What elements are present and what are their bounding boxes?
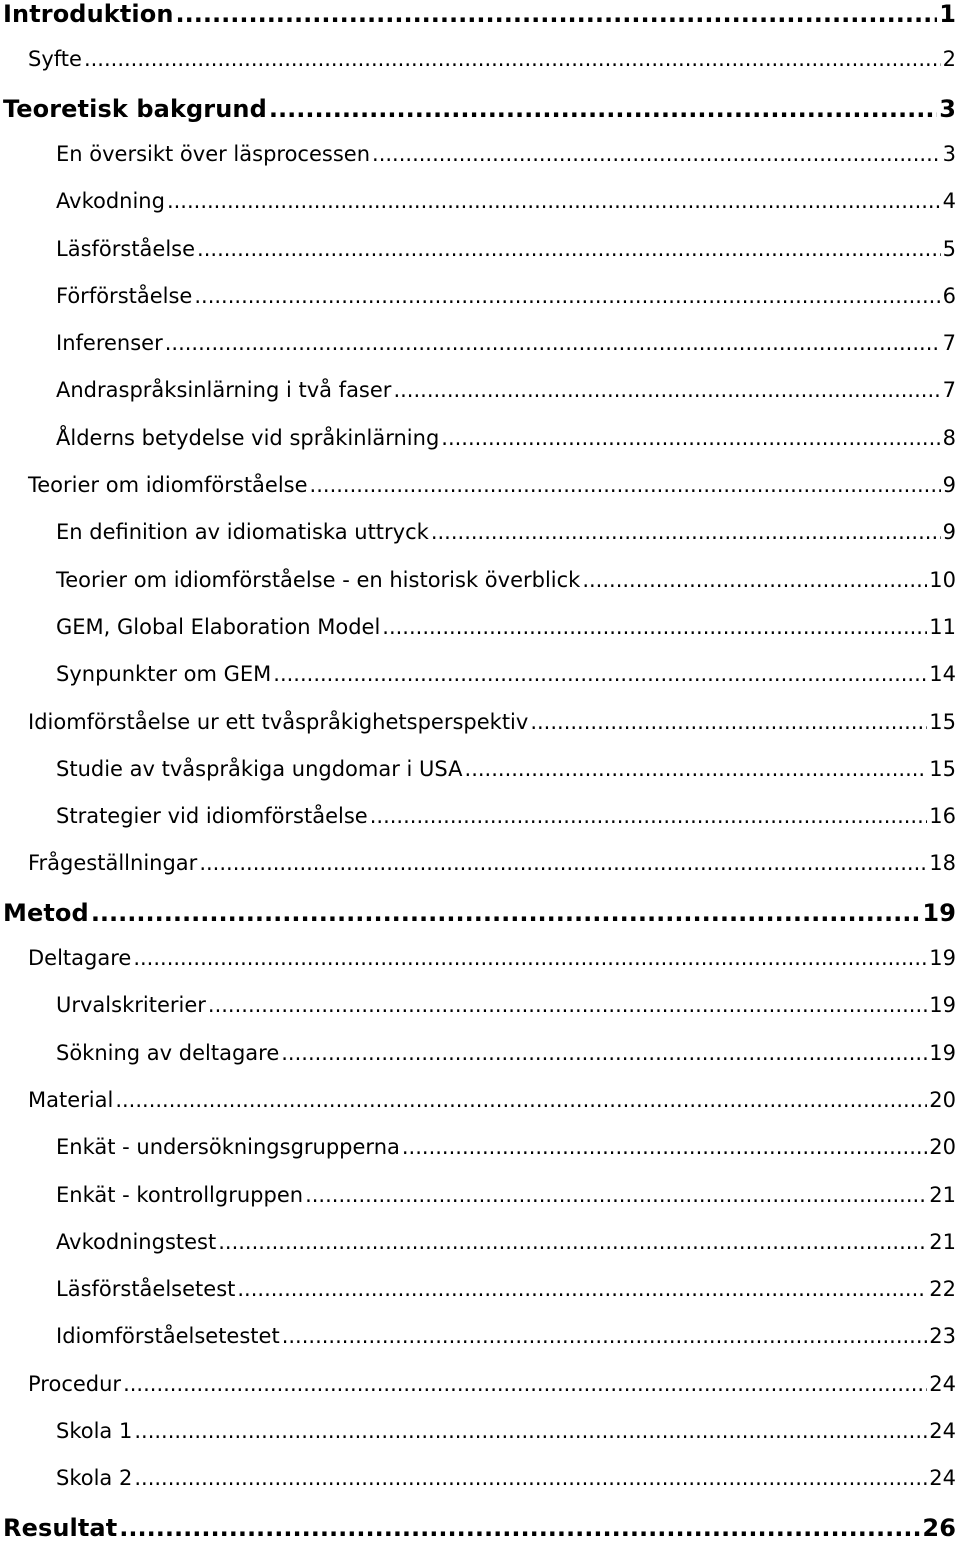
- toc-entry-title: Resultat: [3, 1513, 118, 1542]
- toc-entry[interactable]: [0, 95, 960, 125]
- toc-entry[interactable]: [0, 378, 960, 408]
- toc-entry-page-number: 26: [922, 1513, 956, 1542]
- toc-entry-page-number: 23: [929, 1324, 956, 1349]
- toc-entry[interactable]: [0, 0, 960, 30]
- toc-entry[interactable]: [0, 1135, 960, 1165]
- toc-entry-page-number: 3: [939, 94, 956, 123]
- toc-entry[interactable]: [0, 1324, 960, 1354]
- toc-entry-title: Syfte: [28, 47, 82, 72]
- toc-leader-dots: [465, 757, 928, 781]
- toc-entry[interactable]: [0, 1230, 960, 1260]
- toc-leader-dots: [165, 331, 941, 355]
- toc-entry-page-number: 7: [942, 331, 956, 356]
- toc-entry-page-number: 6: [942, 283, 956, 308]
- toc-leader-dots: [269, 95, 937, 123]
- toc-entry[interactable]: [0, 946, 960, 976]
- toc-entry[interactable]: [0, 757, 960, 787]
- toc-entry-title: Deltagare: [28, 946, 132, 970]
- toc-entry-title: Förförståelse: [56, 283, 193, 308]
- toc-entry-page-number: 22: [929, 1277, 956, 1302]
- toc-entry-page-number: 15: [929, 756, 956, 781]
- toc-entry-title: Ålderns betydelse vid språkinlärning: [56, 425, 440, 450]
- toc-entry-page-number: 2: [942, 47, 956, 72]
- toc-entry-title: Läsförståelsetest: [56, 1277, 236, 1302]
- toc-entry[interactable]: [0, 473, 960, 503]
- toc-entry-page-number: 19: [929, 946, 956, 970]
- toc-leader-dots: [530, 710, 927, 734]
- toc-entry-title: Inferenser: [56, 331, 163, 356]
- toc-entry[interactable]: [0, 993, 960, 1023]
- toc-entry[interactable]: [0, 237, 960, 267]
- toc-leader-dots: [133, 946, 927, 970]
- toc-leader-dots: [382, 615, 927, 639]
- toc-entry-page-number: 21: [929, 1229, 956, 1254]
- toc-entry[interactable]: [0, 615, 960, 645]
- toc-leader-dots: [194, 284, 940, 308]
- toc-leader-dots: [123, 1372, 927, 1396]
- toc-leader-dots: [134, 1466, 927, 1490]
- toc-leader-dots: [441, 426, 940, 450]
- toc-entry-page-number: 9: [942, 473, 956, 497]
- toc-entry[interactable]: [0, 804, 960, 834]
- toc-entry-page-number: 3: [942, 141, 956, 166]
- toc-leader-dots: [402, 1135, 927, 1159]
- toc-entry-title: GEM, Global Elaboration Model: [56, 614, 381, 639]
- toc-leader-dots: [310, 473, 941, 497]
- toc-entry-page-number: 7: [942, 378, 956, 403]
- toc-entry[interactable]: [0, 47, 960, 77]
- toc-leader-dots: [431, 520, 941, 544]
- toc-leader-dots: [197, 237, 941, 261]
- toc-entry-page-number: 24: [929, 1371, 956, 1396]
- toc-leader-dots: [372, 142, 941, 166]
- toc-entry-page-number: 4: [942, 189, 956, 214]
- toc-entry-page-number: 11: [929, 614, 956, 639]
- toc-entry-title: Frågeställningar: [28, 851, 198, 876]
- toc-entry[interactable]: [0, 284, 960, 314]
- toc-entry[interactable]: [0, 662, 960, 692]
- toc-entry-title: Procedur: [28, 1371, 122, 1396]
- toc-entry-title: Metod: [3, 898, 89, 927]
- toc-entry-title: Material: [28, 1087, 114, 1112]
- toc-leader-dots: [115, 1088, 927, 1112]
- toc-leader-dots: [393, 378, 940, 402]
- toc-entry-page-number: 19: [929, 993, 956, 1018]
- toc-leader-dots: [218, 1230, 927, 1254]
- toc-entry-page-number: 14: [929, 662, 956, 687]
- toc-entry-title: Teorier om idiomförståelse: [28, 473, 308, 497]
- toc-entry-page-number: 24: [929, 1419, 956, 1443]
- toc-entry-title: Synpunkter om GEM: [56, 662, 272, 687]
- toc-entry[interactable]: [0, 1466, 960, 1496]
- toc-entry-title: Skola 1: [56, 1419, 133, 1443]
- toc-entry-title: Teorier om idiomförståelse - en historisk överblick: [56, 567, 581, 592]
- toc-entry-title: Sökning av deltagare: [56, 1040, 280, 1065]
- toc-leader-dots: [370, 804, 928, 828]
- toc-leader-dots: [582, 568, 927, 592]
- toc-leader-dots: [281, 1041, 927, 1065]
- toc-entry[interactable]: [0, 142, 960, 172]
- toc-entry-page-number: 18: [929, 851, 956, 876]
- toc-leader-dots: [91, 899, 921, 927]
- toc-entry-page-number: 19: [922, 898, 956, 927]
- toc-entry-title: Enkät - kontrollgruppen: [56, 1182, 304, 1207]
- toc-entry-title: Andraspråksinlärning i två faser: [56, 378, 392, 403]
- toc-entry-page-number: 5: [942, 236, 956, 261]
- toc-leader-dots: [282, 1324, 928, 1348]
- toc-entry-page-number: 15: [929, 709, 956, 734]
- toc-entry-page-number: 16: [929, 804, 956, 829]
- toc-entry[interactable]: [0, 1183, 960, 1213]
- toc-entry[interactable]: [0, 331, 960, 361]
- toc-leader-dots: [305, 1183, 927, 1207]
- toc-entry-title: Avkodning: [56, 189, 165, 214]
- toc-leader-dots: [199, 851, 927, 875]
- toc-entry[interactable]: [0, 851, 960, 881]
- toc-entry-page-number: 9: [942, 520, 956, 545]
- toc-entry[interactable]: [0, 899, 960, 929]
- toc-entry[interactable]: [0, 1088, 960, 1118]
- toc-leader-dots: [134, 1419, 927, 1443]
- toc-entry-title: Strategier vid idiomförståelse: [56, 804, 368, 829]
- toc-leader-dots: [176, 0, 938, 28]
- toc-entry-page-number: 19: [929, 1040, 956, 1065]
- toc-leader-dots: [84, 47, 941, 71]
- toc-entry-page-number: 1: [939, 0, 956, 28]
- toc-entry[interactable]: [0, 520, 960, 550]
- toc-entry-title: Urvalskriterier: [56, 993, 206, 1018]
- toc-entry[interactable]: [0, 1041, 960, 1071]
- toc-entry[interactable]: [0, 1372, 960, 1402]
- toc-entry-page-number: 21: [929, 1182, 956, 1207]
- toc-leader-dots: [273, 662, 927, 686]
- toc-entry-title: Läsförståelse: [56, 236, 196, 261]
- toc-leader-dots: [167, 189, 941, 213]
- toc-entry-title: En översikt över läsprocessen: [56, 141, 371, 166]
- toc-entry-title: Idiomförståelse ur ett tvåspråkighetsperspektiv: [28, 709, 529, 734]
- toc-entry[interactable]: [0, 710, 960, 740]
- toc-entry-title: Skola 2: [56, 1466, 133, 1491]
- toc-entry[interactable]: [0, 1419, 960, 1449]
- toc-entry-page-number: 10: [929, 567, 956, 592]
- toc-entry[interactable]: [0, 189, 960, 219]
- toc-entry[interactable]: [0, 568, 960, 598]
- toc-leader-dots: [208, 993, 927, 1017]
- toc-leader-dots: [119, 1514, 920, 1542]
- toc-entry-page-number: 24: [929, 1466, 956, 1491]
- toc-entry-title: Introduktion: [3, 0, 174, 28]
- toc-entry[interactable]: [0, 1514, 960, 1544]
- toc-entry-page-number: 20: [929, 1087, 956, 1112]
- toc-entry-title: Studie av tvåspråkiga ungdomar i USA: [56, 756, 463, 781]
- toc-entry[interactable]: [0, 426, 960, 456]
- toc-entry[interactable]: [0, 1277, 960, 1307]
- toc-entry-title: Avkodningstest: [56, 1229, 217, 1254]
- toc-entry-title: Teoretisk bakgrund: [3, 94, 267, 123]
- toc-entry-page-number: 8: [942, 425, 956, 450]
- toc-leader-dots: [237, 1277, 927, 1301]
- toc-entry-title: Enkät - undersökningsgrupperna: [56, 1135, 400, 1160]
- toc-entry-title: En definition av idiomatiska uttryck: [56, 520, 429, 545]
- toc-entry-title: Idiomförståelsetestet: [56, 1324, 280, 1349]
- toc-entry-page-number: 20: [929, 1135, 956, 1160]
